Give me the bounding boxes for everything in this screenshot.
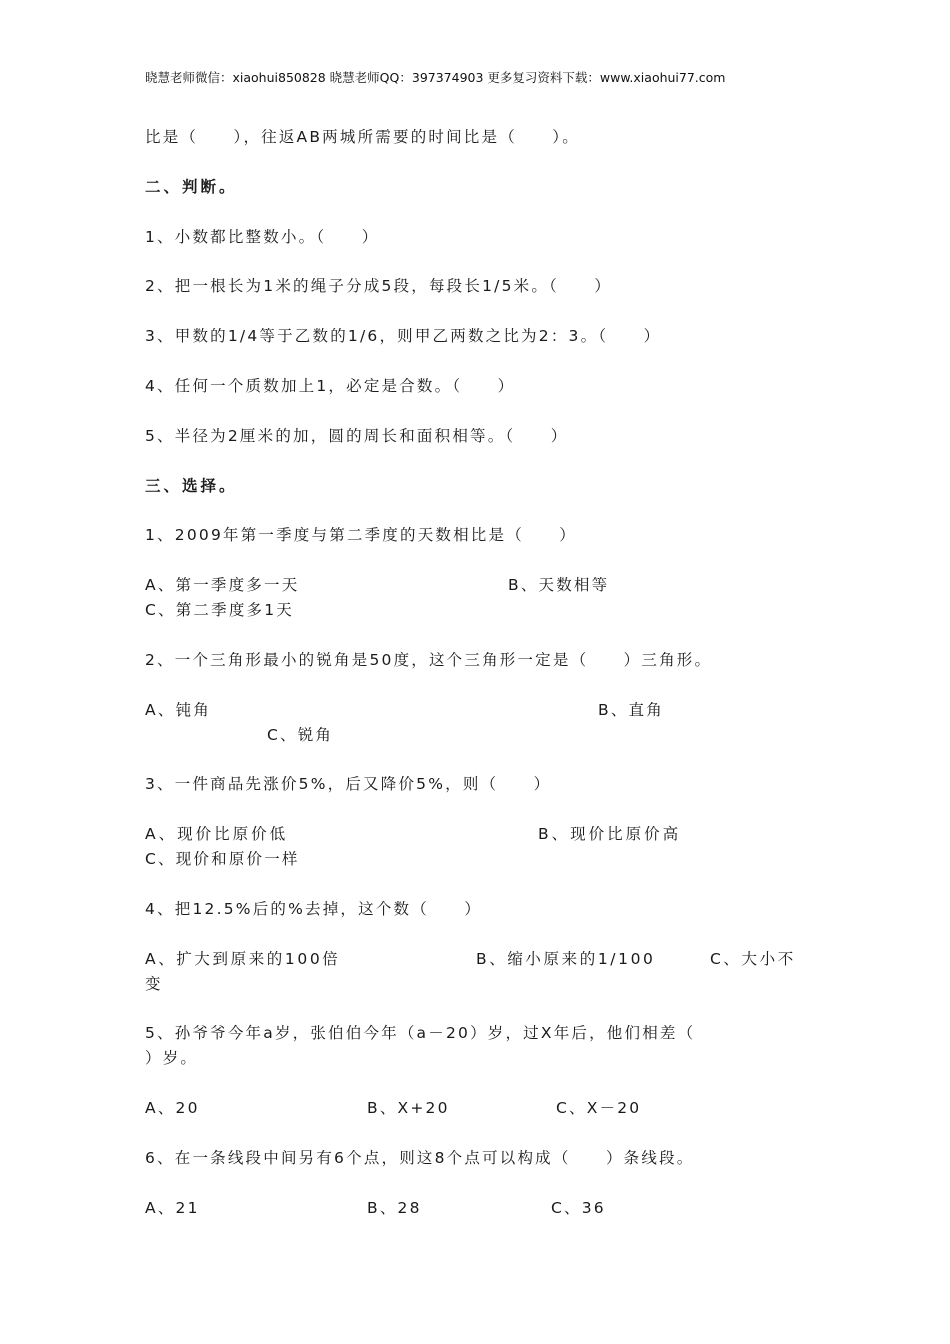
choice-question-1: 1、2009年第一季度与第二季度的天数相比是（ ） [145, 526, 578, 544]
q3-option-b: B、现价比原价高 [538, 825, 682, 843]
q1-option-c: C、第二季度多1天 [145, 601, 294, 619]
q6-option-a: A、21 [145, 1199, 200, 1217]
choice-question-5: 5、孙爷爷今年a岁，张伯伯今年（a－20）岁，过X年后，他们相差（ [145, 1024, 696, 1042]
page-header: 晓慧老师微信：xiaohui850828 晓慧老师QQ：397374903 更多复习资料下载：www.xiaohui77.com [145, 70, 726, 85]
q3-option-c: C、现价和原价一样 [145, 850, 300, 868]
q2-option-a: A、钝角 [145, 701, 211, 719]
judge-item-1: 1、小数都比整数小。（ ） [145, 228, 380, 246]
section-2-title: 二、判断。 [145, 178, 238, 196]
judge-item-2: 2、把一根长为1米的绳子分成5段，每段长1/5米。（ ） [145, 277, 613, 295]
q4-option-b: B、缩小原来的1/100 [476, 950, 656, 968]
q5-option-a: A、20 [145, 1099, 200, 1117]
q1-option-b: B、天数相等 [508, 576, 610, 594]
choice-question-4: 4、把12.5%后的%去掉，这个数（ ） [145, 900, 483, 918]
q2-option-b: B、直角 [598, 701, 664, 719]
q2-option-c: C、锐角 [267, 726, 334, 744]
intro-line: 比是（ ），往返AB两城所需要的时间比是（ ）。 [145, 128, 580, 146]
judge-item-4: 4、任何一个质数加上1，必定是合数。（ ） [145, 377, 516, 395]
q5-option-b: B、X+20 [367, 1099, 450, 1117]
q4-option-c: C、大小不 [710, 950, 796, 968]
choice-question-6: 6、在一条线段中间另有6个点，则这8个点可以构成（ ）条线段。 [145, 1149, 695, 1167]
judge-item-5: 5、半径为2厘米的加，圆的周长和面积相等。（ ） [145, 427, 569, 445]
choice-question-5-continued: ）岁。 [145, 1049, 199, 1067]
q6-option-b: B、28 [367, 1199, 422, 1217]
q3-option-a: A、现价比原价低 [145, 825, 289, 843]
section-3-title: 三、选择。 [145, 477, 238, 495]
q6-option-c: C、36 [551, 1199, 606, 1217]
q5-option-c: C、X－20 [556, 1099, 642, 1117]
choice-question-2: 2、一个三角形最小的锐角是50度，这个三角形一定是（ ）三角形。 [145, 651, 713, 669]
choice-question-3: 3、一件商品先涨价5%，后又降价5%，则（ ） [145, 775, 552, 793]
judge-item-3: 3、甲数的1/4等于乙数的1/6，则甲乙两数之比为2：3。（ ） [145, 327, 662, 345]
q1-option-a: A、第一季度多一天 [145, 576, 300, 594]
q4-option-c-continued: 变 [145, 975, 163, 993]
q4-option-a: A、扩大到原来的100倍 [145, 950, 341, 968]
